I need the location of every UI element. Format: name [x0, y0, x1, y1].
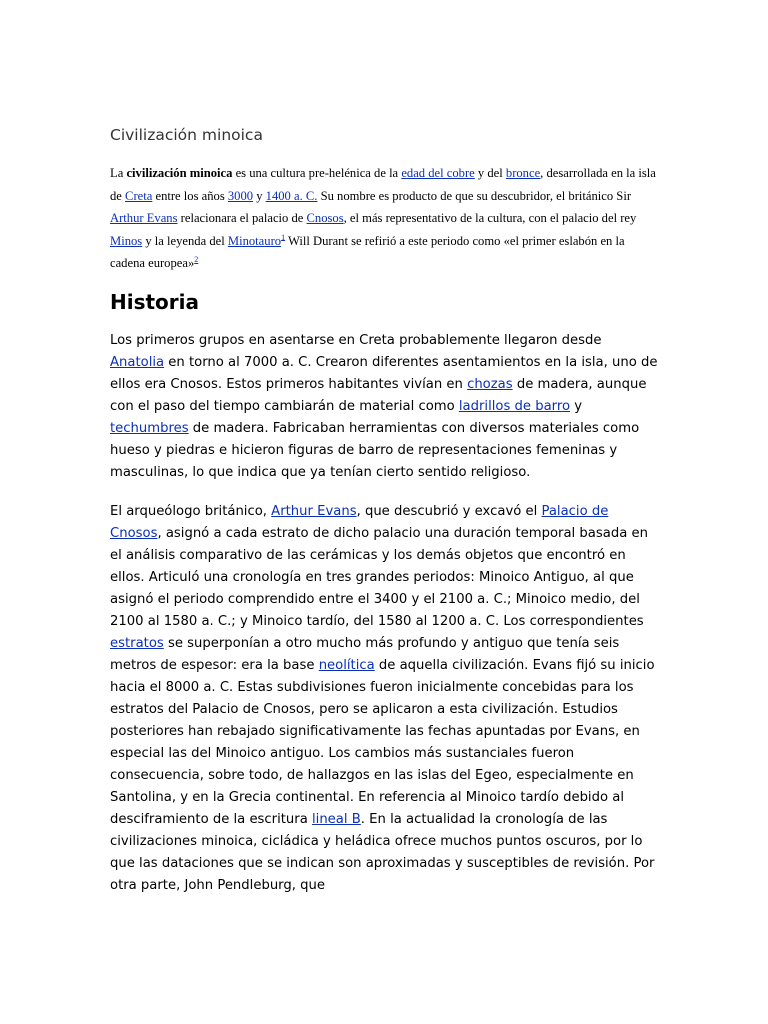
link-estratos[interactable]: estratos [110, 636, 164, 651]
historia-paragraph-2 [110, 501, 658, 897]
text: de madera. Fabricaban herramientas con diversos materiales como hueso y piedras e hicieron figuras de barro de representaciones femeninas y masculinas, lo que indica que ya tenían cierto sentido religioso. [110, 421, 640, 480]
text: , el más representativo de la cultura, con el palacio del rey [343, 211, 637, 225]
reference-2[interactable]: 2 [194, 254, 199, 264]
intro-paragraph [110, 162, 658, 275]
section-heading-historia: Historia [110, 290, 200, 314]
link-edad-del-cobre[interactable]: edad del cobre [401, 166, 475, 180]
text: , desarrollada en la isla de [110, 166, 656, 203]
link-anatolia[interactable]: Anatolia [110, 355, 165, 370]
text: relacionara el palacio de [177, 211, 307, 225]
link-ladrillos-de-barro[interactable]: ladrillos de barro [458, 399, 571, 414]
page-title: Civilización minoica [110, 126, 263, 144]
bold-term: civilización minoica [126, 166, 233, 180]
text: y [570, 399, 583, 414]
link-arthur-evans-2[interactable]: Arthur Evans [271, 504, 357, 519]
link-lineal-b[interactable]: lineal B [312, 812, 361, 827]
link-neolitica[interactable]: neolítica [318, 658, 375, 673]
text: Los primeros grupos en asentarse en Creta probablemente llegaron desde [110, 333, 602, 348]
link-techumbres[interactable]: techumbres [110, 421, 189, 436]
text: y del [474, 166, 506, 180]
historia-paragraph-1 [110, 330, 658, 484]
text: y [253, 188, 266, 203]
text: Will Durant se refirió a este periodo como «el primer eslabón en la cadena europea» [110, 233, 625, 270]
reference-1[interactable]: 1 [281, 232, 286, 242]
link-bronce[interactable]: bronce [505, 166, 541, 180]
text: de aquella civilización. Evans fijó su inicio hacia el 8000 a. C. Estas subdivisiones fueron inicialmente concebidas para los estratos del Palacio de Cnosos, pero se aplicaron a esta civilización. Estudios posteriores han rebajado significativamente las fechas apuntadas por Evans, en especial las del Minoico antiguo. Los cambios más sustanciales fueron consecuencia, sobre todo, de hallazgos en las islas del Egeo, especialmente en Santolina, y en la Grecia continental. En referencia al Minoico tardío debido al desciframiento de la escritura [110, 658, 655, 827]
link-cnosos[interactable]: Cnosos [306, 211, 344, 225]
link-arthur-evans[interactable]: Arthur Evans [110, 211, 178, 225]
text: entre los años [152, 188, 228, 203]
link-creta[interactable]: Creta [125, 188, 153, 203]
link-palacio-de-cnosos[interactable]: Palacio de Cnosos [110, 504, 609, 541]
link-minotauro[interactable]: Minotauro [227, 233, 282, 248]
text: en torno al 7000 a. C. Crearon diferentes asentamientos en la isla, uno de ellos era Cnosos. Estos primeros habitantes vivían en [110, 355, 658, 392]
link-3000[interactable]: 3000 [227, 188, 254, 203]
text: , asignó a cada estrato de dicho palacio una duración temporal basada en el análisis comparativo de las cerámicas y los demás objetos que encontró en ellos. Articuló una cronología en tres grandes periodos: Minoico Antiguo, al que asignó el periodo comprendido entre el 3400 y el 2100 a. C.; Minoico medio, del 2100 al 1580 a. C.; y Minoico tardío, del 1580 al 1200 a. C. Los correspondientes [110, 526, 648, 629]
link-1400-ac[interactable]: 1400 a. C. [265, 188, 318, 203]
text: se superponían a otro mucho más profundo y antiguo que tenía seis metros de espesor: era la base [110, 636, 620, 673]
link-chozas[interactable]: chozas [467, 377, 513, 392]
text: Su nombre es producto de que su descubridor, el británico Sir [317, 188, 632, 203]
text: . En la actualidad la cronología de las civilizaciones minoica, cicládica y heládica ofrece muchos puntos oscuros, por lo que las dataciones que se indican son aproximadas y susceptibles de revisión. Por otra parte, John Pendleburg, que [110, 812, 655, 893]
text: de madera, aunque con el paso del tiempo cambiarán de material como [110, 377, 647, 414]
text: El arqueólogo británico, [110, 504, 272, 519]
text: es una cultura pre-helénica de la [232, 166, 402, 180]
text: La [110, 166, 127, 180]
text: y la leyenda del [142, 233, 228, 248]
text: , que descubrió y excavó el [356, 504, 542, 519]
link-minos[interactable]: Minos [110, 233, 143, 248]
